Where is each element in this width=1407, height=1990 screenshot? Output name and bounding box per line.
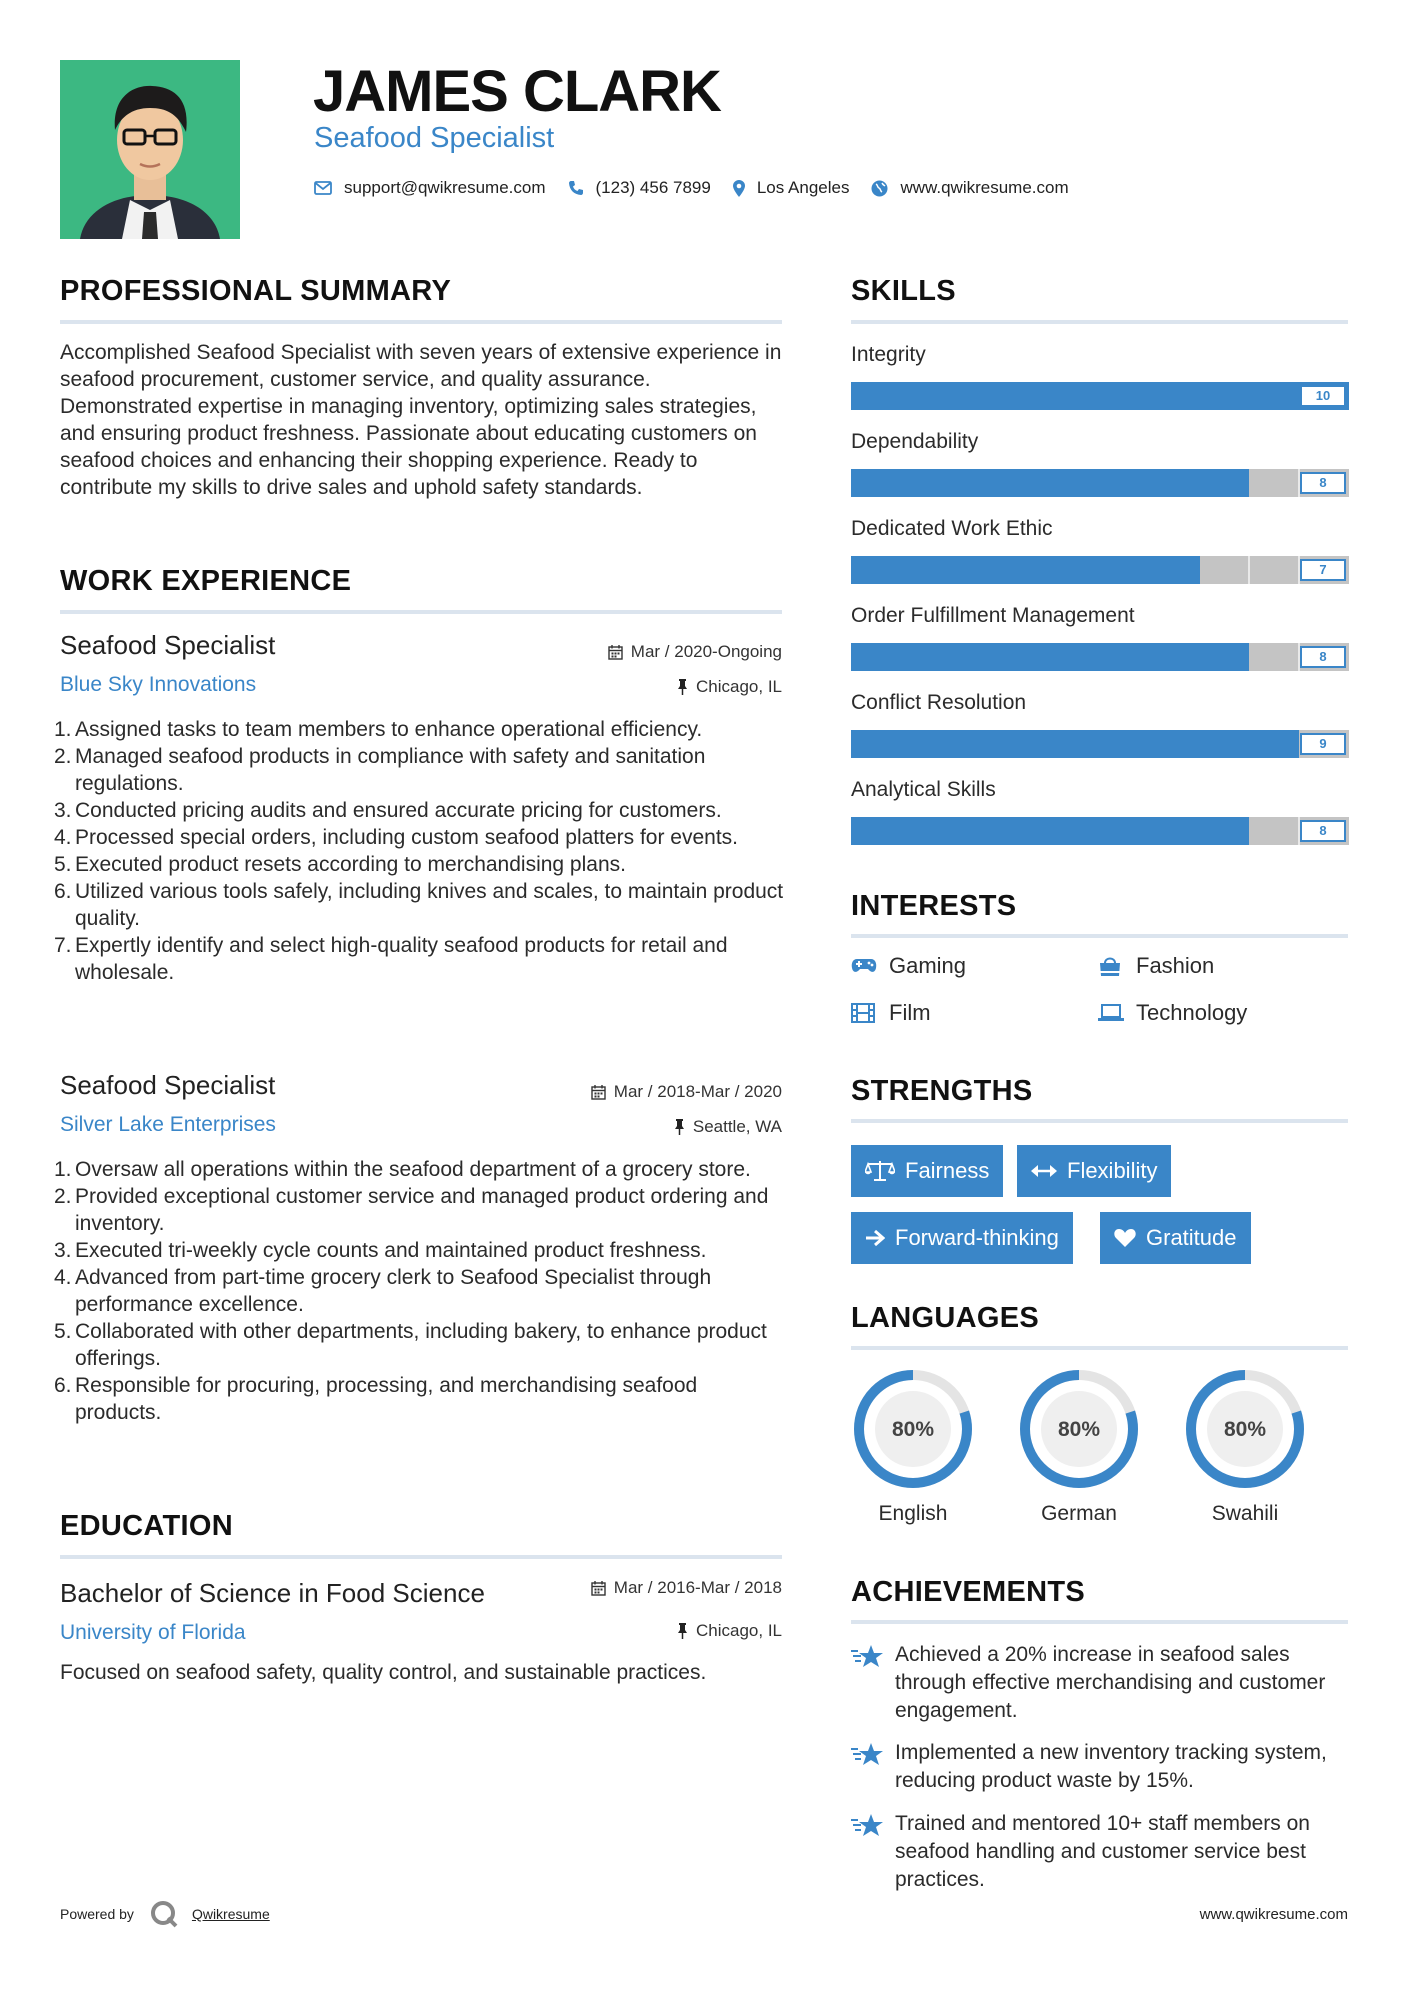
arrows-horizontal-icon: [1031, 1164, 1057, 1178]
language-ring: [851, 1367, 975, 1491]
interest-item-technology: [1098, 1000, 1247, 1026]
interest-label: Technology: [1136, 1000, 1248, 1025]
job-dates-text: Mar / 2020-Ongoing: [630, 642, 782, 661]
achievement-item: [851, 1810, 1348, 1894]
school-name: University of Florida: [60, 1621, 246, 1644]
job-location: [674, 1117, 782, 1137]
achievement-text: Achieved a 20% increase in seafood sales through effective merchandising and customer engagement.: [895, 1643, 1326, 1722]
interest-label: Fashion: [1136, 953, 1215, 978]
skill-score: 8: [1300, 646, 1346, 668]
language-percent-label: 80%: [1057, 1418, 1101, 1441]
powered-by-text: Powered by: [60, 1906, 134, 1922]
education-section-heading: [60, 1510, 233, 1543]
strength-badge-fairness: [851, 1145, 1003, 1197]
candidate-title: Seafood Specialist: [314, 122, 555, 154]
balance-scale-icon: [865, 1160, 895, 1182]
interest-label: Film: [889, 1000, 931, 1025]
list-item: 3. Executed tri-weekly cycle counts and maintained product freshness.: [54, 1239, 707, 1262]
list-item: 1. Oversaw all operations within the seafood department of a grocery store.: [54, 1158, 751, 1181]
skill-name: Analytical Skills: [851, 778, 996, 801]
experience-divider: [60, 610, 782, 614]
list-item: 6. Utilized various tools safely, including knives and scales, to maintain product quality.: [54, 880, 784, 930]
skill-bar: [851, 643, 1349, 671]
profile-photo: [60, 60, 240, 239]
strength-label: Flexibility: [1067, 1158, 1158, 1183]
contact-bar: [314, 178, 1091, 198]
achievement-text: Implemented a new inventory tracking system, reducing product waste by 15%.: [895, 1741, 1327, 1792]
heart-icon: [1114, 1228, 1136, 1248]
phone-icon: [568, 180, 584, 196]
pin-icon: [677, 1623, 688, 1639]
skills-heading: SKILLS: [851, 275, 956, 307]
job-dates: [608, 642, 782, 662]
contact-phone[interactable]: (123) 456 7899: [595, 178, 711, 197]
education-location: [677, 1621, 782, 1641]
strength-badge-flexibility: [1017, 1145, 1171, 1197]
skill-bar: [851, 817, 1349, 845]
interest-label: Gaming: [889, 953, 967, 978]
list-item: 5. Collaborated with other departments, including bakery, to enhance product offerings.: [54, 1320, 767, 1370]
star-icon: [851, 1810, 895, 1894]
languages-section-heading: [851, 1302, 1039, 1335]
interest-item-fashion: [1098, 953, 1214, 979]
footer-website[interactable]: www.qwikresume.com: [1199, 1906, 1348, 1923]
strength-badge-forward-thinking: [851, 1212, 1073, 1264]
qwikresume-logo-icon: [150, 1900, 178, 1928]
arrow-right-icon: [865, 1229, 885, 1247]
education-location-text: Chicago, IL: [696, 1621, 782, 1640]
achievement-text: Trained and mentored 10+ staff members on seafood handling and customer service best practices.: [895, 1812, 1310, 1891]
achievements-divider: [851, 1620, 1348, 1624]
summary-divider: [60, 320, 782, 324]
language-ring-graphic: [851, 1367, 975, 1491]
skill-score: 8: [1300, 472, 1346, 494]
skill-name: Dependability: [851, 430, 979, 453]
skill-score: 7: [1300, 559, 1346, 581]
skill-bar-fill: [851, 730, 1299, 758]
achievement-item: [851, 1641, 1348, 1725]
interest-item-film: [851, 1000, 931, 1026]
skill-name: Dedicated Work Ethic: [851, 517, 1053, 540]
job-bullet-list: [54, 1156, 787, 1426]
list-item: 3. Conducted pricing audits and ensured accurate pricing for customers.: [54, 799, 722, 822]
list-item: 4. Processed special orders, including custom seafood platters for events.: [54, 826, 739, 849]
list-item: 7. Expertly identify and select high-quality seafood products for retail and wholesale.: [54, 934, 728, 984]
language-percent-label: 80%: [1223, 1418, 1267, 1441]
education-dates-text: Mar / 2016-Mar / 2018: [613, 1578, 782, 1597]
strength-label: Fairness: [905, 1158, 990, 1183]
interests-heading: INTERESTS: [851, 890, 1017, 922]
skill-score: 8: [1300, 820, 1346, 842]
candidate-name: JAMES CLARK: [313, 59, 721, 124]
language-ring-graphic: [1017, 1367, 1141, 1491]
interests-section-heading: [851, 890, 1016, 923]
skill-name: Integrity: [851, 343, 926, 366]
language-name: German: [1041, 1502, 1117, 1525]
gamepad-icon: [851, 958, 879, 974]
list-item: 1. Assigned tasks to team members to enhance operational efficiency.: [54, 718, 703, 741]
skill-bar: [851, 382, 1349, 410]
strengths-divider: [851, 1119, 1348, 1123]
calendar-icon: [608, 645, 623, 660]
pin-icon: [677, 679, 688, 695]
education-heading: EDUCATION: [60, 1510, 233, 1542]
qwikresume-link[interactable]: Qwikresume: [191, 1906, 270, 1922]
map-marker-icon: [733, 180, 745, 197]
achievements-section-heading: [851, 1576, 1085, 1609]
summary-text: Accomplished Seafood Specialist with seven years of extensive experience in seafood procurement, customer service, and quality assurance. Demonstrated expertise in managing inventory, optimizing sales strategies, and ensuring product freshness. Passionate about educating customers on seafood choices and enhancing their shopping experience. Ready to contribute my skills to drive sales and uphold safety standards.: [60, 341, 782, 499]
contact-website[interactable]: www.qwikresume.com: [900, 178, 1069, 197]
job-title: Seafood Specialist: [60, 630, 276, 660]
calendar-icon: [591, 1581, 606, 1596]
skill-bar-fill: [851, 643, 1249, 671]
language-ring-graphic: [1183, 1367, 1307, 1491]
skill-name: Conflict Resolution: [851, 691, 1027, 714]
job-bullet-list: [54, 716, 787, 986]
skills-section-heading: [851, 275, 956, 308]
interests-divider: [851, 934, 1348, 938]
job-location-text: Seattle, WA: [692, 1117, 782, 1136]
skill-bar-segment: [1248, 556, 1250, 584]
skill-bar: [851, 556, 1349, 584]
education-divider: [60, 1555, 782, 1559]
strength-badge-gratitude: [1100, 1212, 1251, 1264]
skill-bar-fill: [851, 382, 1349, 410]
language-name: Swahili: [1211, 1502, 1279, 1525]
achievement-item: [851, 1739, 1348, 1795]
skill-bar: [851, 730, 1349, 758]
summary-heading: PROFESSIONAL SUMMARY: [60, 275, 452, 307]
summary-section-heading: [60, 275, 451, 308]
interest-item-gaming: [851, 953, 966, 979]
pin-icon: [674, 1119, 685, 1135]
job-company: Silver Lake Enterprises: [60, 1113, 276, 1136]
skill-bar-fill: [851, 469, 1249, 497]
laptop-icon: [1098, 1004, 1126, 1022]
list-item: 5. Executed product resets according to merchandising plans.: [54, 853, 626, 876]
skill-bar-fill: [851, 556, 1200, 584]
contact-location: Los Angeles: [756, 178, 850, 197]
skills-divider: [851, 320, 1348, 324]
achievements-heading: ACHIEVEMENTS: [851, 1576, 1086, 1608]
degree-title: Bachelor of Science in Food Science: [60, 1578, 485, 1608]
list-item: 2. Managed seafood products in compliance with safety and sanitation regulations.: [54, 745, 706, 795]
job-company: Blue Sky Innovations: [60, 673, 257, 696]
languages-divider: [851, 1346, 1348, 1350]
skill-score: 10: [1300, 385, 1346, 407]
strength-label: Gratitude: [1146, 1225, 1237, 1250]
experience-section-heading: [60, 565, 351, 598]
film-icon: [851, 1003, 879, 1023]
job-dates-text: Mar / 2018-Mar / 2020: [613, 1082, 782, 1101]
skill-score: 9: [1300, 733, 1346, 755]
star-icon: [851, 1641, 895, 1725]
education-dates: [591, 1578, 782, 1598]
job-location-text: Chicago, IL: [696, 677, 782, 696]
language-name: English: [878, 1502, 948, 1525]
skill-name: Order Fulfillment Management: [851, 604, 1135, 627]
shopping-bag-icon: [1098, 955, 1126, 977]
calendar-icon: [591, 1085, 606, 1100]
contact-email[interactable]: support@qwikresume.com: [344, 178, 546, 197]
star-icon: [851, 1739, 895, 1795]
language-percent-label: 80%: [891, 1418, 935, 1441]
strengths-section-heading: [851, 1075, 1033, 1108]
experience-heading: WORK EXPERIENCE: [60, 565, 352, 597]
list-item: 4. Advanced from part-time grocery clerk to Seafood Specialist through performance excellence.: [54, 1266, 712, 1316]
language-ring: [1183, 1367, 1307, 1491]
skill-bar: [851, 469, 1349, 497]
globe-icon: [871, 180, 888, 197]
language-ring: [1017, 1367, 1141, 1491]
strength-label: Forward-thinking: [895, 1225, 1059, 1250]
envelope-icon: [314, 181, 332, 195]
footer-powered-by: [60, 1900, 270, 1928]
list-item: 2. Provided exceptional customer service and managed product ordering and inventory.: [54, 1185, 769, 1235]
skill-bar-fill: [851, 817, 1249, 845]
list-item: 6. Responsible for procuring, processing, and merchandising seafood products.: [54, 1374, 698, 1424]
education-description: Focused on seafood safety, quality control, and sustainable practices.: [60, 1661, 707, 1684]
strengths-heading: STRENGTHS: [851, 1075, 1033, 1107]
job-dates: [591, 1082, 782, 1102]
job-title: Seafood Specialist: [60, 1070, 276, 1100]
job-location: [677, 677, 782, 697]
languages-heading: LANGUAGES: [851, 1302, 1039, 1334]
